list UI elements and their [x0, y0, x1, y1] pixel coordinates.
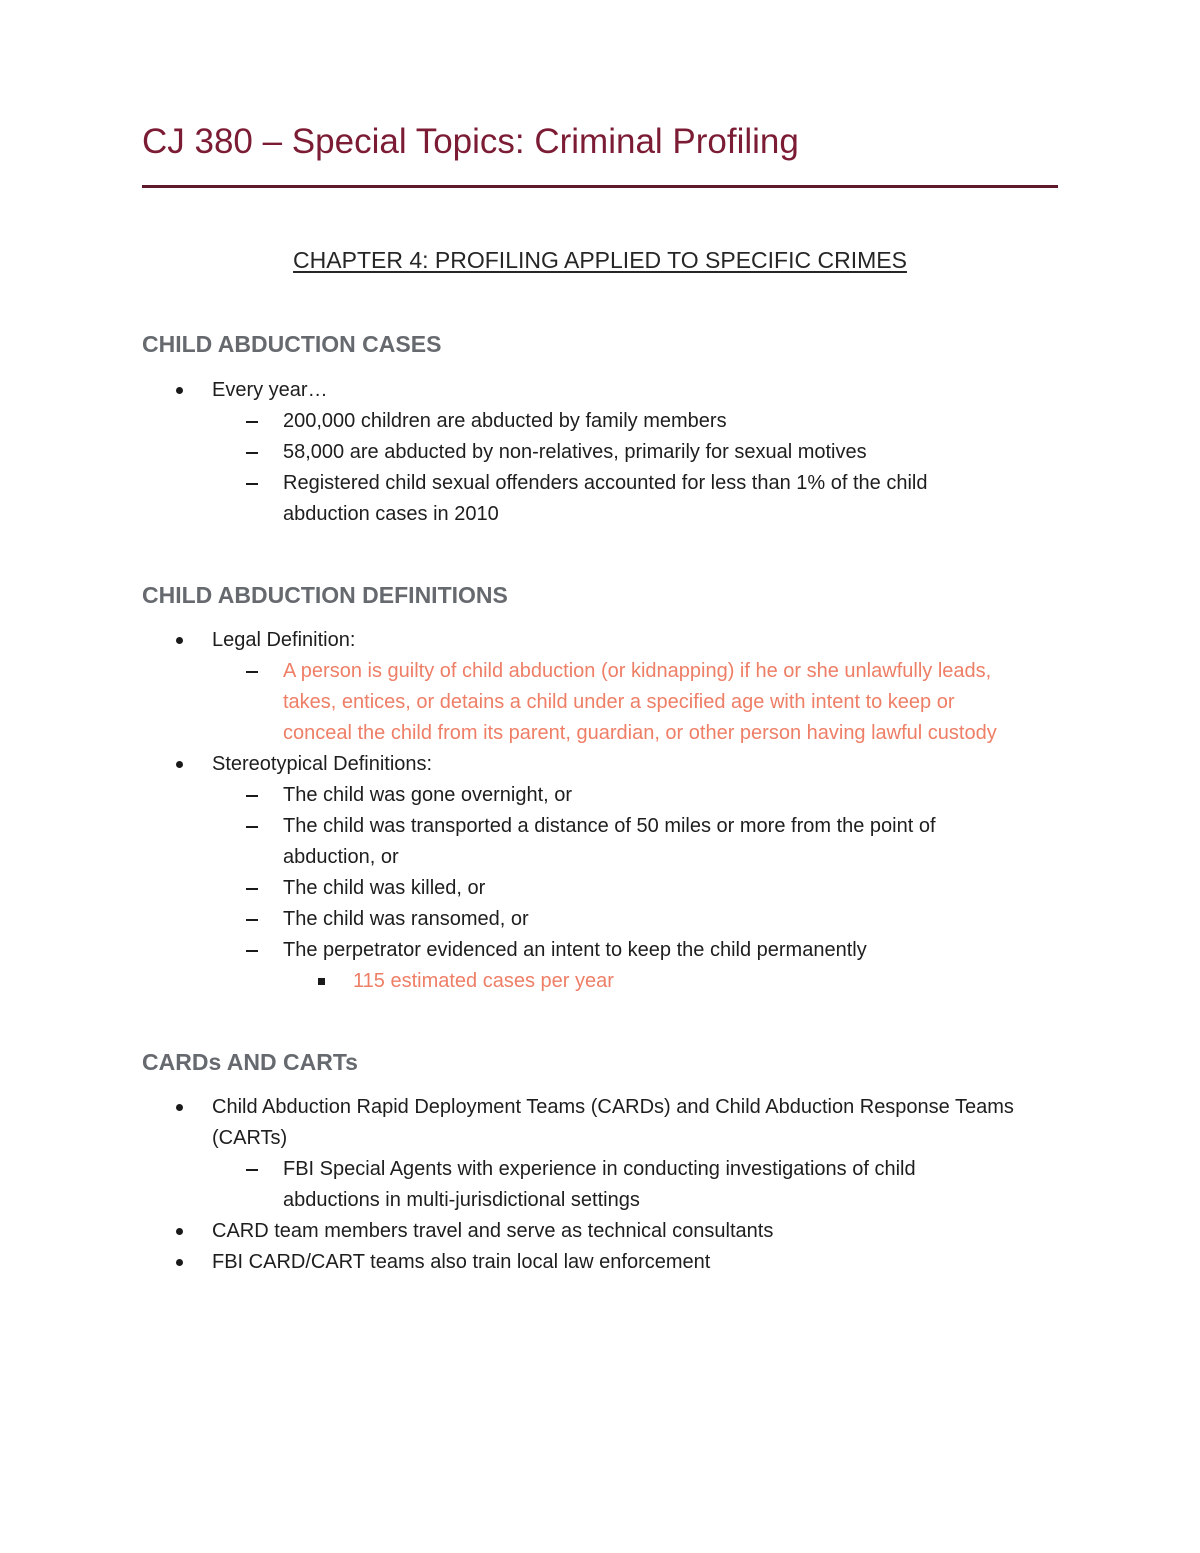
list-item: CARD team members travel and serve as technical consultants: [212, 1220, 774, 1242]
sub-list-item: FBI Special Agents with experience in conducting investigations of child: [283, 1158, 916, 1180]
bullet-icon: [176, 1228, 183, 1235]
list-item: Child Abduction Rapid Deployment Teams (CARDs) and Child Abduction Response Teams: [212, 1096, 1014, 1118]
sub-list-item: The child was transported a distance of 50 miles or more from the point of: [283, 815, 936, 837]
list-item-continuation: (CARTs): [212, 1127, 288, 1149]
dash-icon: [246, 671, 258, 673]
section-heading-cards-and-carts: CARDs AND CARTs: [142, 1049, 358, 1075]
estimated-cases-text: 115 estimated cases per year: [353, 970, 614, 992]
sub-list-item: 200,000 children are abducted by family members: [283, 410, 727, 432]
dash-icon: [246, 826, 258, 828]
legal-definition-text: A person is guilty of child abduction (or kidnapping) if he or she unlawfully leads,: [283, 660, 992, 682]
sub-list-item-continuation: abduction, or: [283, 846, 399, 868]
legal-definition-text: conceal the child from its parent, guardian, or other person having lawful custody: [283, 722, 997, 744]
sub-list-item-continuation: abduction cases in 2010: [283, 503, 499, 525]
title-divider: [142, 185, 1058, 188]
dash-icon: [246, 483, 258, 485]
sub-list-item: 58,000 are abducted by non-relatives, primarily for sexual motives: [283, 441, 867, 463]
list-item: Every year…: [212, 379, 328, 401]
bullet-icon: [176, 1104, 183, 1111]
document-title: CJ 380 – Special Topics: Criminal Profiling: [142, 122, 799, 161]
dash-icon: [246, 950, 258, 952]
bullet-icon: [176, 761, 183, 768]
sub-list-item: The child was gone overnight, or: [283, 784, 573, 806]
square-bullet-icon: [318, 978, 325, 985]
sub-list-item: Registered child sexual offenders accounted for less than 1% of the child: [283, 472, 928, 494]
list-item: FBI CARD/CART teams also train local law enforcement: [212, 1251, 711, 1273]
list-item: Stereotypical Definitions:: [212, 753, 433, 775]
dash-icon: [246, 421, 258, 423]
sub-list-item: The perpetrator evidenced an intent to keep the child permanently: [283, 939, 867, 961]
dash-icon: [246, 795, 258, 797]
list-item: Legal Definition:: [212, 629, 356, 651]
dash-icon: [246, 888, 258, 890]
section-heading-child-abduction-cases: CHILD ABDUCTION CASES: [142, 331, 442, 357]
bullet-icon: [176, 1259, 183, 1266]
bullet-icon: [176, 637, 183, 644]
sub-list-item: The child was ransomed, or: [283, 908, 529, 930]
dash-icon: [246, 1169, 258, 1171]
sub-list-item-continuation: abductions in multi-jurisdictional settings: [283, 1189, 640, 1211]
legal-definition-text: takes, entices, or detains a child under a specified age with intent to keep or: [283, 691, 955, 713]
section-heading-child-abduction-definitions: CHILD ABDUCTION DEFINITIONS: [142, 582, 508, 608]
dash-icon: [246, 919, 258, 921]
sub-list-item: The child was killed, or: [283, 877, 486, 899]
chapter-heading: CHAPTER 4: PROFILING APPLIED TO SPECIFIC CRIMES: [293, 247, 907, 273]
bullet-icon: [176, 387, 183, 394]
dash-icon: [246, 452, 258, 454]
